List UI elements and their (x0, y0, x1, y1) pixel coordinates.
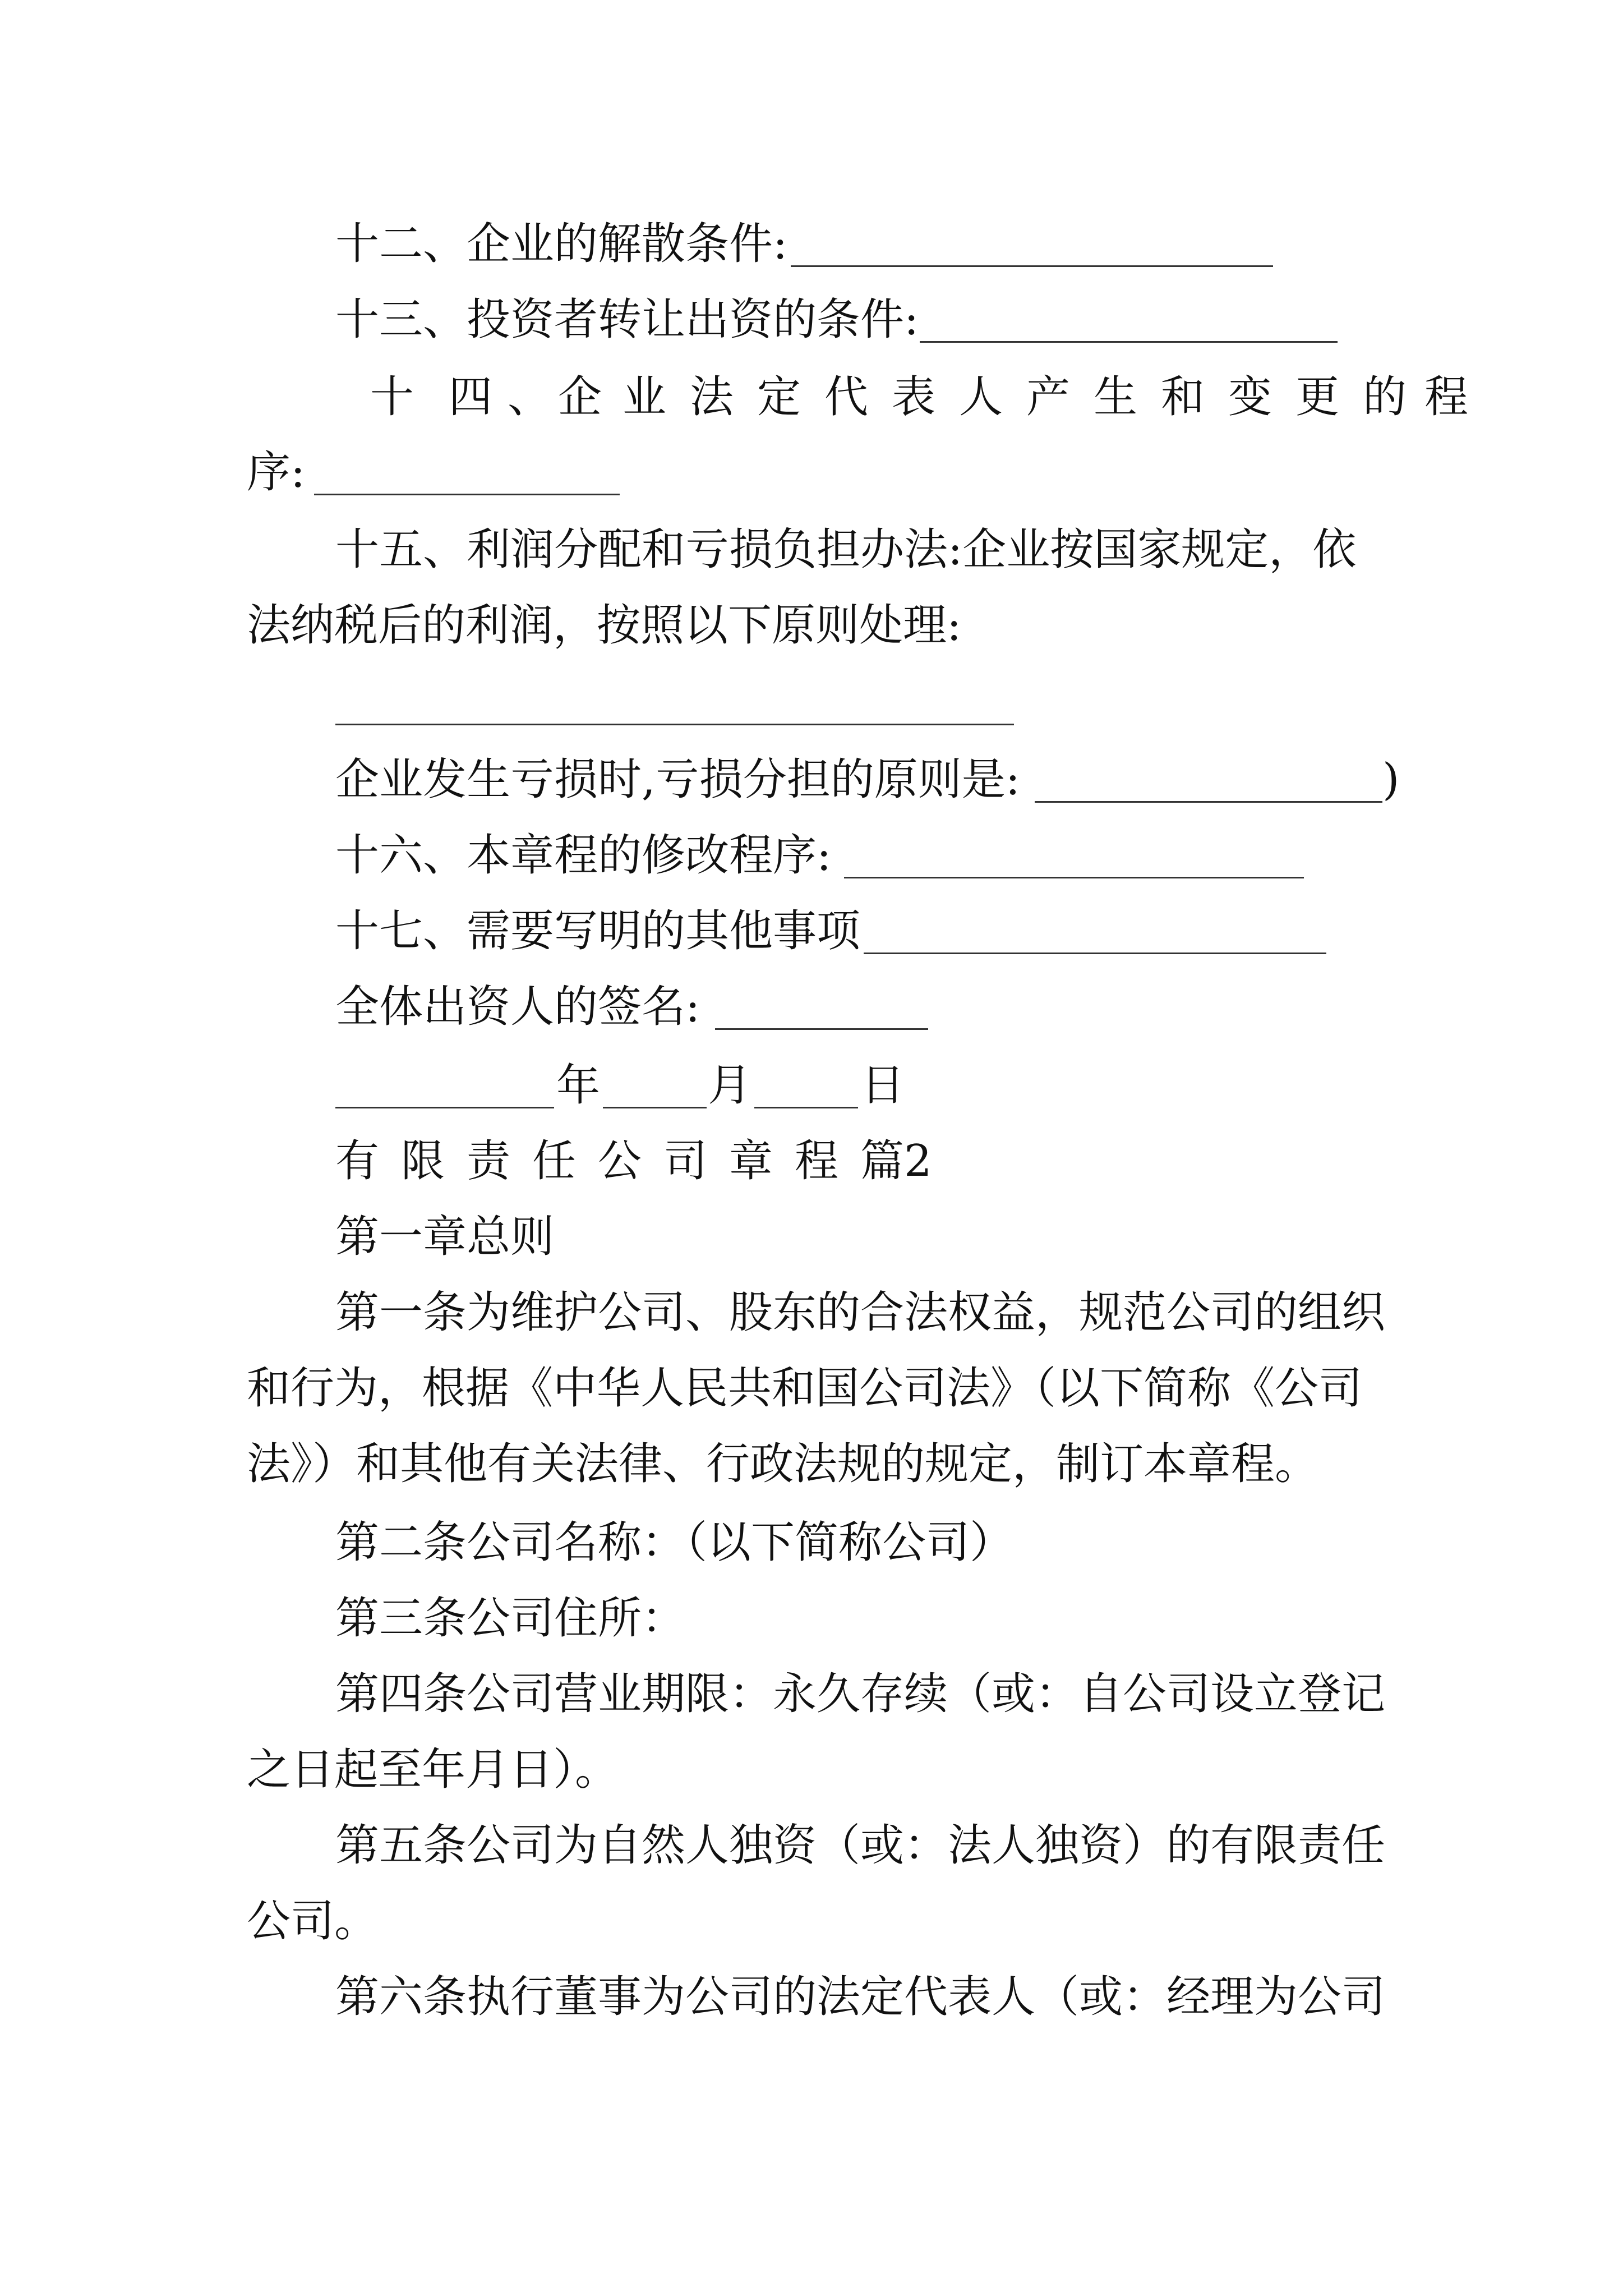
loss-sharing-paren: ) (1382, 754, 1400, 805)
clause-14-char: 法 (690, 372, 734, 422)
signature-label: 全体出资人的签名: (335, 982, 700, 1032)
year-blank (335, 1107, 554, 1108)
article-1-line1 (0, 1279, 1623, 1346)
article-5-text: 第五条公司为自然人独资（或：法人独资）的有限责任 (335, 1820, 1386, 1871)
clause-17-text: 十七、需要写明的其他事项 (335, 906, 861, 956)
heading-char: 公 (598, 1136, 642, 1186)
chapter-1-title (0, 1203, 1623, 1271)
clause-14-line2 (0, 439, 1623, 506)
heading-char: 司 (663, 1136, 708, 1186)
clause-14-char: 十 (370, 372, 414, 422)
profit-principle-line (0, 669, 1623, 736)
clause-14-char: 四 (449, 372, 493, 422)
heading-char: 章 (729, 1136, 773, 1186)
clause-14-char: 生 (1094, 372, 1138, 422)
article-1-line2 (0, 1355, 1623, 1422)
clause-16 (0, 822, 1623, 889)
clause-17 (0, 898, 1623, 965)
month-label: 月 (708, 1060, 752, 1111)
clause-13 (0, 286, 1623, 353)
clause-14-char: 更 (1295, 372, 1340, 422)
year-label: 年 (556, 1060, 601, 1111)
profit-principle-blank (335, 724, 1014, 725)
date-line (0, 1052, 1623, 1119)
clause-12 (0, 210, 1623, 278)
clause-14-text: 序: (247, 447, 306, 498)
day-blank (754, 1107, 858, 1108)
clause-14-char: 定 (757, 372, 801, 422)
clause-14-char: 业 (623, 372, 667, 422)
clause-14-char: 、 (508, 372, 552, 422)
article-1-text: 第一条为维护公司、股东的合法权益，规范公司的组织 (335, 1287, 1386, 1338)
clause-14-char: 程 (1424, 372, 1469, 422)
signature-blank (715, 1028, 928, 1030)
chapter-1-text: 第一章总则 (335, 1212, 555, 1262)
clause-13-blank (920, 341, 1338, 343)
article-6-text: 第六条执行董事为公司的法定代表人（或：经理为公司 (335, 1972, 1386, 2022)
article-3 (0, 1585, 1623, 1652)
clause-12-blank (791, 265, 1273, 267)
article-5-line1 (0, 1812, 1623, 1879)
article-4-text: 第四条公司营业期限：永久存续（或：自公司设立登记 (335, 1669, 1386, 1719)
clause-14-char: 变 (1228, 372, 1272, 422)
heading-char: 有 (335, 1136, 380, 1186)
clause-14-char: 企 (558, 372, 602, 422)
heading-char: 限 (401, 1136, 445, 1186)
clause-16-blank (844, 877, 1304, 878)
clause-15-text: 十五、利润分配和亏损负担办法:企业按国家规定，依 (335, 524, 1357, 575)
article-5-line2 (0, 1888, 1623, 1955)
clause-14-char: 和 (1161, 372, 1205, 422)
day-label: 日 (861, 1060, 905, 1111)
clause-14-char: 产 (1026, 372, 1071, 422)
article-1-text: 和行为，根据《中华人民共和国公司法》（以下简称《公司 (247, 1363, 1363, 1414)
heading-char: 任 (532, 1136, 577, 1186)
clause-16-text: 十六、本章程的修改程序: (335, 830, 832, 881)
heading-char: 篇2 (860, 1136, 932, 1186)
clause-14-line1 (0, 364, 1623, 431)
heading-char: 责 (467, 1136, 511, 1186)
article-2-text: 第二条公司名称：（以下简称公司） (335, 1517, 1014, 1568)
article-1-text: 法》）和其他有关法律、行政法规的规定，制订本章程。 (247, 1439, 1319, 1489)
clause-12-text: 十二、企业的解散条件: (335, 219, 788, 269)
clause-14-char: 人 (959, 372, 1003, 422)
loss-sharing-text: 企业发生亏损时,亏损分担的原则是: (335, 754, 1021, 805)
article-3-text: 第三条公司住所： (335, 1593, 686, 1644)
heading-char: 程 (795, 1136, 839, 1186)
clause-13-text: 十三、投资者转让出资的条件: (335, 295, 919, 345)
article-4-text: 之日起至年月日）。 (247, 1745, 619, 1795)
article-6-line1 (0, 1963, 1623, 2031)
loss-sharing (0, 746, 1623, 813)
month-blank (603, 1107, 707, 1108)
clause-17-blank (864, 953, 1326, 954)
clause-15-line1 (0, 516, 1623, 583)
signature-line (0, 973, 1623, 1041)
clause-14-blank (314, 494, 620, 495)
section2-heading (0, 1128, 1623, 1195)
article-5-text: 公司。 (247, 1896, 379, 1947)
clause-15-line2 (0, 592, 1623, 659)
article-1-line3 (0, 1430, 1623, 1498)
clause-14-char: 的 (1363, 372, 1407, 422)
clause-15-text: 法纳税后的利润，按照以下原则处理: (247, 600, 962, 651)
article-4-line1 (0, 1660, 1623, 1728)
article-4-line2 (0, 1736, 1623, 1803)
article-2 (0, 1509, 1623, 1576)
loss-sharing-blank (1035, 801, 1382, 803)
clause-14-char: 代 (824, 372, 869, 422)
clause-14-char: 表 (892, 372, 936, 422)
